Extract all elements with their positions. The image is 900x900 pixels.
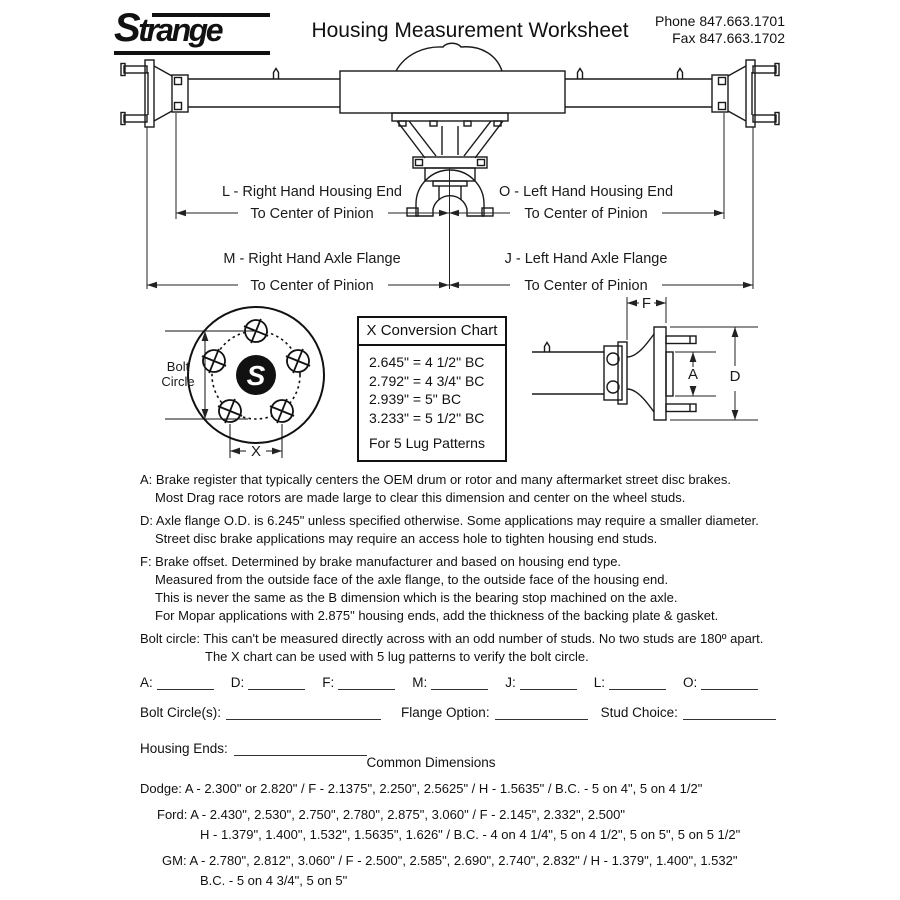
common-dims-ford-2: H - 1.379", 1.400", 1.532", 1.5635", 1.626" / B.C. - 4 on 4 1/4", 5 on 4 1/2", 5 on 5", 5 on 5 1/2" [200, 827, 741, 842]
field-blank-d [248, 674, 305, 690]
field-label-o: O: [683, 675, 698, 690]
bolt-circle-label-top: Bolt [166, 359, 190, 374]
flange-side-view [532, 327, 699, 420]
field-label-d: D: [230, 675, 245, 690]
dim-label-o: O - Left Hand Housing End [498, 184, 674, 200]
note-f-line1: F: Brake offset. Determined by brake manufacturer and based on housing end type. [140, 554, 622, 569]
x-conversion-chart-title: X Conversion Chart [359, 318, 505, 346]
field-blank-a [157, 674, 214, 690]
housing-ends-entry-row [140, 740, 367, 756]
field-label-m: M: [412, 675, 428, 690]
common-dims-gm: GM: A - 2.780", 2.812", 3.060" / F - 2.500", 2.585", 2.690", 2.740", 2.832" / H - 1.379", 1.400", 1.532" [162, 853, 738, 868]
strange-logo [114, 6, 272, 55]
dim-label-m-sub: To Center of Pinion [250, 278, 374, 294]
note-d-line1: D: Axle flange O.D. is 6.245" unless specified otherwise. Some applications may require a smaller diameter. [140, 513, 759, 528]
flange-option-blank [495, 704, 588, 720]
common-dimensions-list [140, 779, 790, 891]
note-boltcircle-line1: Bolt circle: This can't be measured directly across with an odd number of studs. No two studs are 180º apart. [140, 631, 764, 646]
flange-dimension-arrowheads [627, 300, 738, 420]
logo-text: Strange [114, 6, 221, 50]
conversion-row: 2.939" = 5" BC [369, 391, 462, 407]
field-label-a: A: [140, 675, 153, 690]
conversion-row: 3.233" = 5 1/2" BC [369, 409, 485, 426]
stud-choice-label: Stud Choice: [600, 705, 678, 720]
field-blank-l [609, 674, 666, 690]
x-dimension-label: X [250, 443, 262, 460]
field-blank-f [338, 674, 395, 690]
note-d-line2: Street disc brake applications may require an access hole to tighten housing end studs. [155, 531, 658, 546]
dimension-entry-row [140, 674, 775, 690]
dim-label-o-sub: To Center of Pinion [524, 206, 648, 222]
common-dimensions-title: Common Dimensions [366, 755, 496, 770]
note-a-line1: A: Brake register that typically centers the OEM drum or rotor and many aftermarket street disc brakes. [140, 472, 732, 487]
field-blank-m [431, 674, 488, 690]
bolt-circle-label-bottom: Circle [161, 374, 195, 389]
dim-label-l-sub: To Center of Pinion [250, 206, 374, 222]
common-dims-ford: Ford: A - 2.430", 2.530", 2.750", 2.780", 2.875", 3.060" / F - 2.145", 2.332", 2.500" [157, 807, 625, 822]
a-dimension-label: A [687, 366, 699, 383]
field-label-l: L: [593, 675, 606, 690]
note-f-line4: For Mopar applications with 2.875" housing ends, add the thickness of the backing plate & gasket. [155, 608, 719, 623]
dim-label-m: M - Right Hand Axle Flange [223, 251, 401, 267]
note-boltcircle-line2: The X chart can be used with 5 lug patterns to verify the bolt circle. [205, 649, 589, 664]
note-f-line2: Measured from the outside face of the axle flange, to the outside face of the housing end. [155, 572, 669, 587]
logo-bottom-bar [114, 51, 270, 55]
conversion-row: 2.645" = 4 1/2" BC [369, 354, 485, 370]
flange-option-label: Flange Option: [401, 705, 490, 720]
housing-ends-blank [234, 740, 367, 756]
phone-number: Phone 847.663.1701 [654, 13, 785, 29]
stud-choice-blank [683, 704, 776, 720]
page-title: Housing Measurement Worksheet [311, 19, 629, 42]
note-f-line3: This is never the same as the B dimension which is the bearing stop machined on the axle. [155, 590, 678, 605]
options-entry-row [140, 704, 776, 720]
field-blank-j [520, 674, 577, 690]
note-a-line2: Most Drag race rotors are made large to clear this dimension and center on the wheel studs. [155, 490, 686, 505]
field-blank-o [701, 674, 758, 690]
common-dims-dodge: Dodge: A - 2.300" or 2.820" / F - 2.1375", 2.250", 2.5625" / H - 1.5635" / B.C. - 5 on 4", 5 on 4 1/2" [140, 781, 703, 796]
d-dimension-label: D [729, 368, 741, 385]
housing-ends-label: Housing Ends: [140, 741, 228, 756]
fax-number: Fax 847.663.1702 [672, 30, 785, 46]
conversion-row: 2.792" = 4 3/4" BC [369, 372, 485, 389]
bolt-circles-label: Bolt Circle(s): [140, 705, 222, 720]
common-dims-gm-2: B.C. - 5 on 4 3/4", 5 on 5" [200, 873, 348, 888]
field-label-j: J: [505, 675, 516, 690]
dim-label-j-sub: To Center of Pinion [524, 278, 648, 294]
f-dimension-label: F [641, 295, 652, 312]
bolt-circles-blank [226, 704, 381, 720]
x-conversion-chart-footer: For 5 Lug Patterns [369, 435, 485, 451]
contact-info [655, 13, 785, 47]
logo-s-letter: S [246, 360, 266, 391]
dim-label-j: J - Left Hand Axle Flange [504, 251, 668, 267]
field-label-f: F: [322, 675, 335, 690]
dim-label-l: L - Right Hand Housing End [221, 184, 403, 200]
measurement-notes [140, 471, 795, 666]
x-conversion-chart [357, 316, 507, 462]
